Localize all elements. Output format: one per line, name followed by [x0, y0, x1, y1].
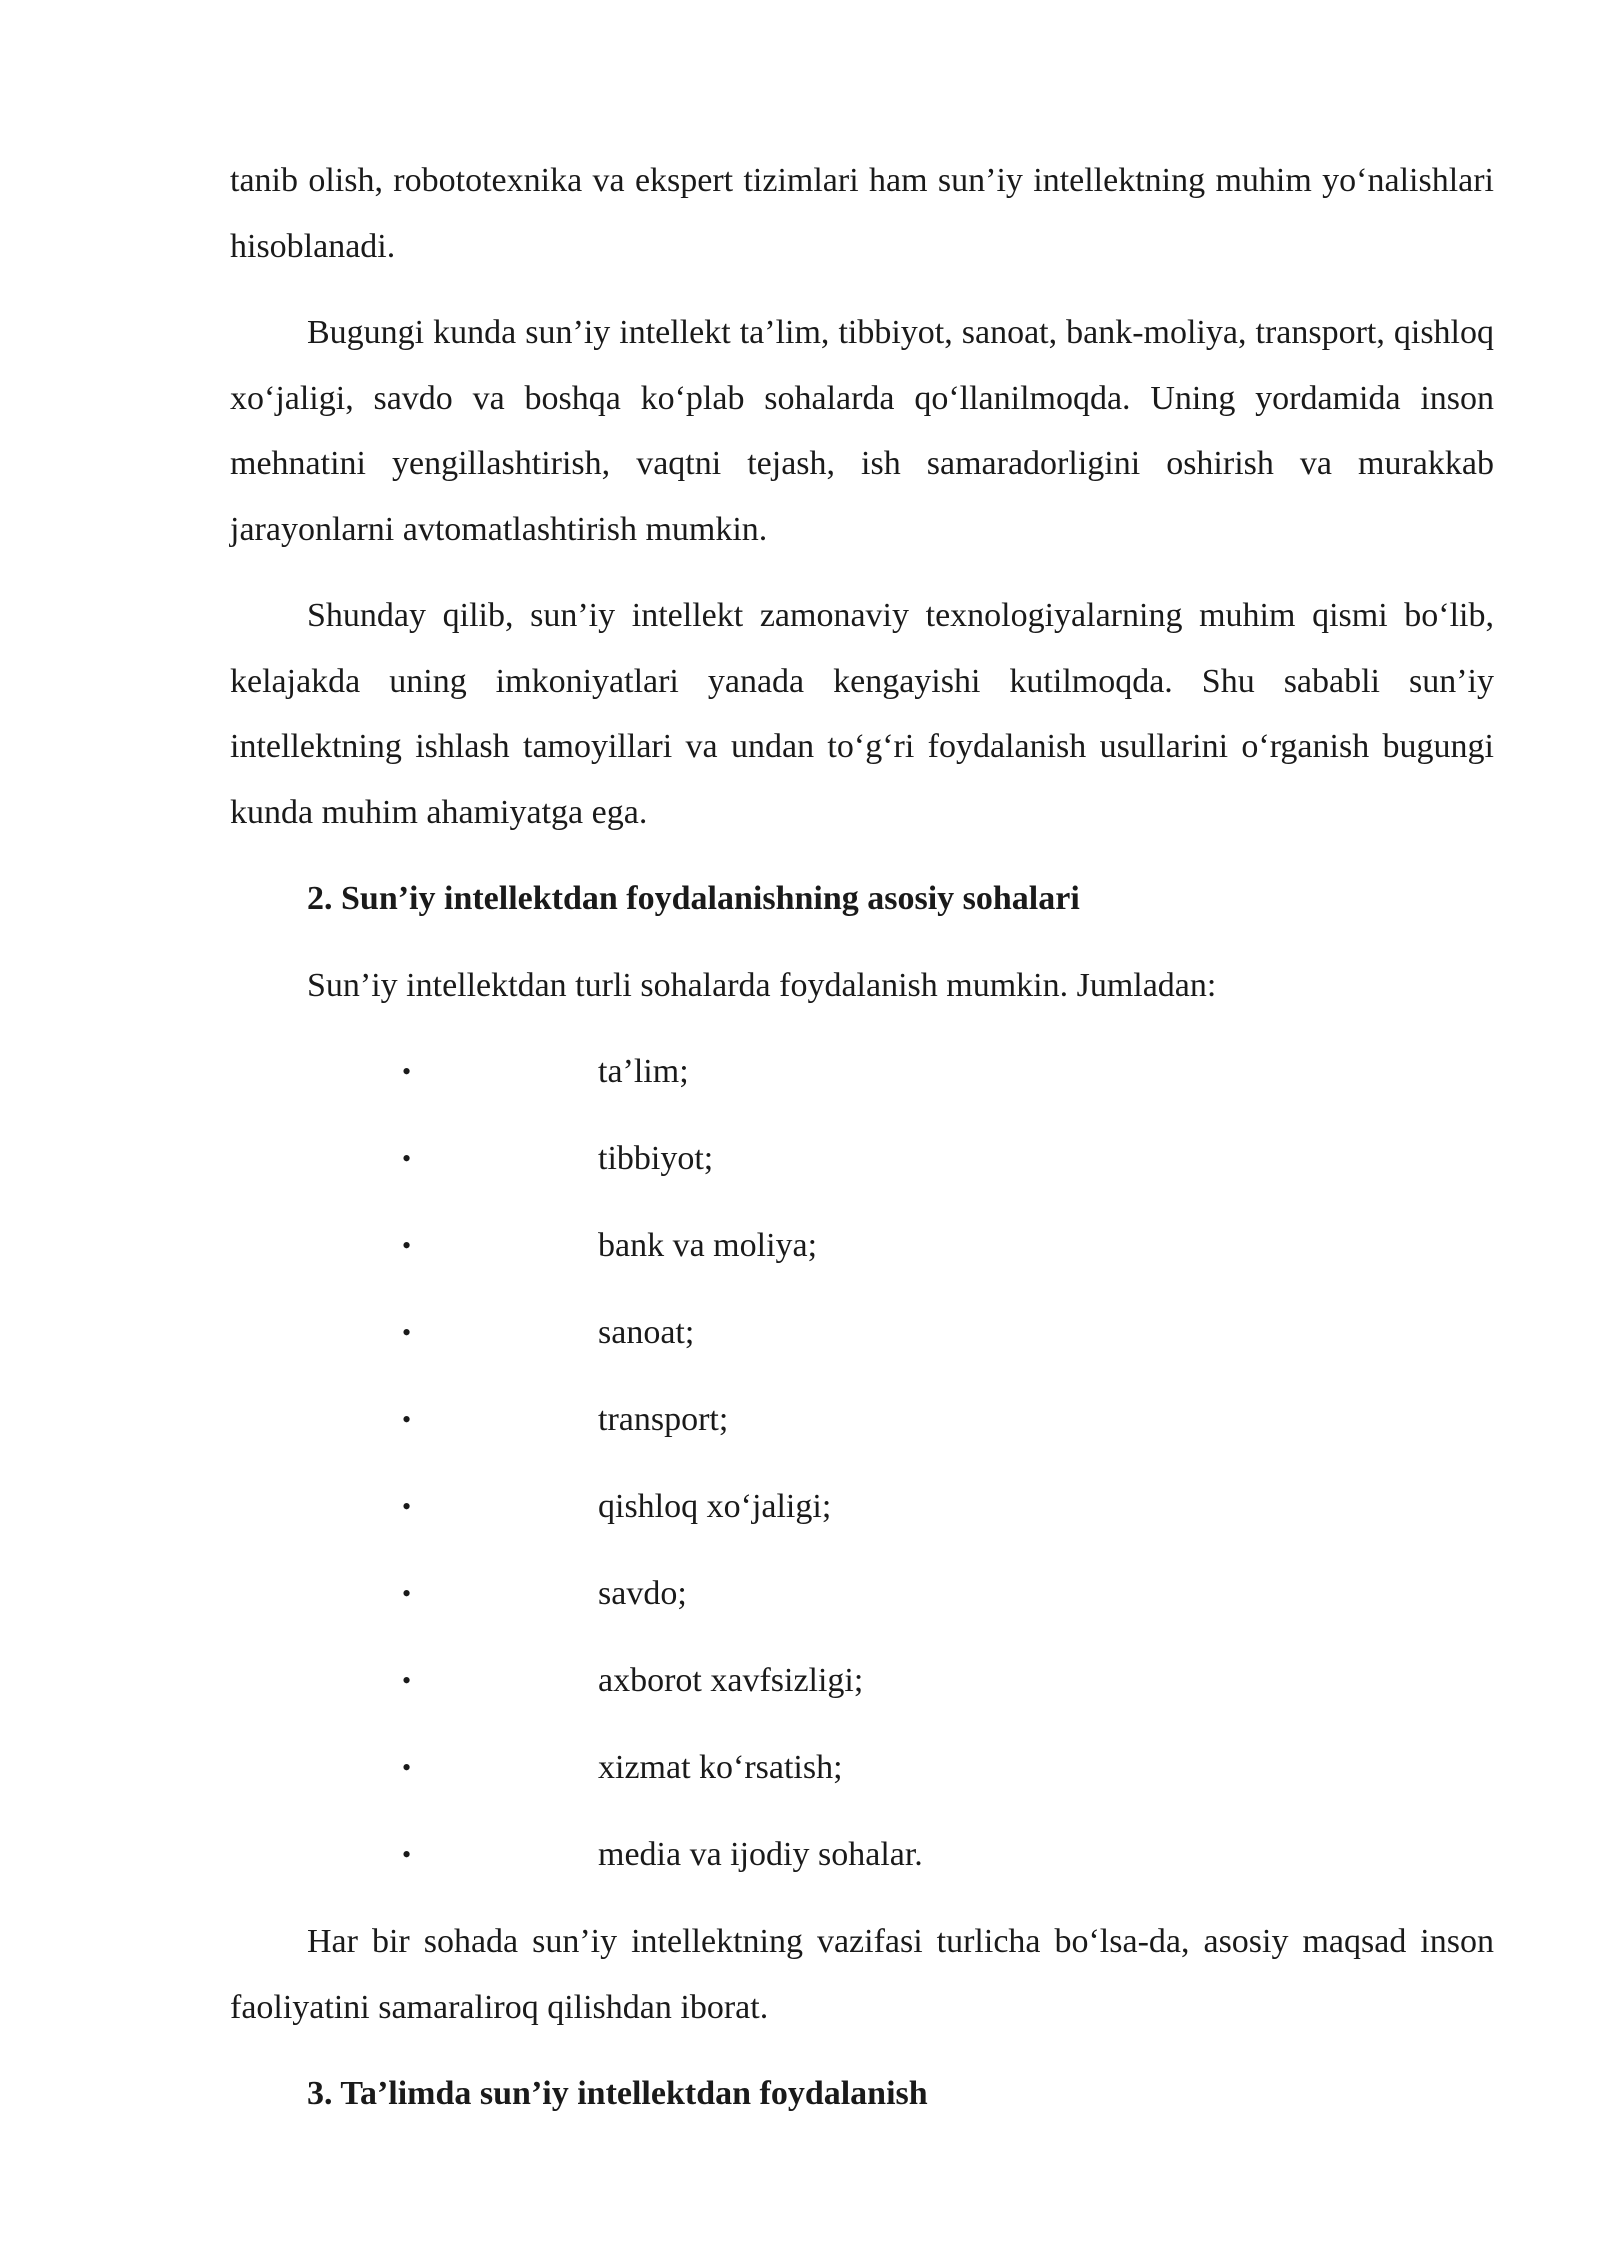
list-item — [230, 1300, 1494, 1366]
list-item — [230, 1387, 1494, 1453]
list-item — [230, 1561, 1494, 1627]
bullet-icon: • — [402, 1405, 412, 1434]
list-item-text: savdo; — [598, 1575, 687, 1612]
list-item-text: tibbiyot; — [598, 1140, 714, 1177]
bullet-icon: • — [402, 1579, 412, 1608]
list-item-text: bank va moliya; — [598, 1227, 818, 1264]
list-item — [230, 1735, 1494, 1801]
section-heading-2: 2. Sun’iy intellektdan foydalanishning asosiy sohalari — [307, 880, 1080, 917]
paragraph-usage: Bugungi kunda sun’iy intellekt ta’lim, tibbiyot, sanoat, bank-moliya, transport, qishloq xo‘jaligi, savdo va boshqa ko‘plab sohalarda qo‘llanilmoqda. Uning yordamida inson mehnatini yengillashtirish, vaqtni tejash, ish samaradorligini oshirish va murakkab jarayonlarni avtomatlashtirish mumkin. — [230, 314, 1494, 548]
list-item-text: ta’lim; — [598, 1053, 689, 1090]
list-item — [230, 1126, 1494, 1192]
list-item — [230, 1474, 1494, 1540]
paragraph-summary: Har bir sohada sun’iy intellektning vazifasi turlicha bo‘lsa-da, asosiy maqsad inson faoliyatini samaraliroq qilishdan iborat. — [230, 1923, 1494, 2026]
bullet-icon: • — [402, 1231, 412, 1260]
list-item-text: media va ijodiy sohalar. — [598, 1836, 923, 1873]
bullet-icon: • — [402, 1753, 412, 1782]
areas-list — [230, 1039, 1494, 1888]
bullet-icon: • — [402, 1492, 412, 1521]
list-item — [230, 1648, 1494, 1714]
list-item — [230, 1213, 1494, 1279]
list-item — [230, 1822, 1494, 1888]
document-page — [230, 148, 1494, 2127]
bullet-icon: • — [402, 1666, 412, 1695]
list-item — [230, 1039, 1494, 1105]
paragraph-conclusion: Shunday qilib, sun’iy intellekt zamonaviy texnologiyalarning muhim qismi bo‘lib, kelajakda uning imkoniyatlari yanada kengayishi kutilmoqda. Shu sababli sun’iy intellektning ishlash tamoyillari va undan to‘g‘ri foydalanish usullarini o‘rganish bugungi kunda muhim ahamiyatga ega. — [230, 597, 1494, 831]
list-item-text: axborot xavfsizligi; — [598, 1662, 864, 1699]
paragraph-continued: tanib olish, robototexnika va ekspert tizimlari ham sun’iy intellektning muhim yo‘nalishlari hisoblanadi. — [230, 162, 1494, 265]
list-item-text: transport; — [598, 1401, 729, 1438]
bullet-icon: • — [402, 1144, 412, 1173]
bullet-icon: • — [402, 1318, 412, 1347]
list-item-text: sanoat; — [598, 1314, 695, 1351]
section-heading-3: 3. Ta’limda sun’iy intellektdan foydalanish — [307, 2075, 928, 2112]
bullet-icon: • — [402, 1840, 412, 1869]
bullet-icon: • — [402, 1057, 412, 1086]
list-item-text: xizmat ko‘rsatish; — [598, 1749, 843, 1786]
list-item-text: qishloq xo‘jaligi; — [598, 1488, 832, 1525]
section-lead-2: Sun’iy intellektdan turli sohalarda foydalanish mumkin. Jumladan: — [307, 966, 1217, 1004]
